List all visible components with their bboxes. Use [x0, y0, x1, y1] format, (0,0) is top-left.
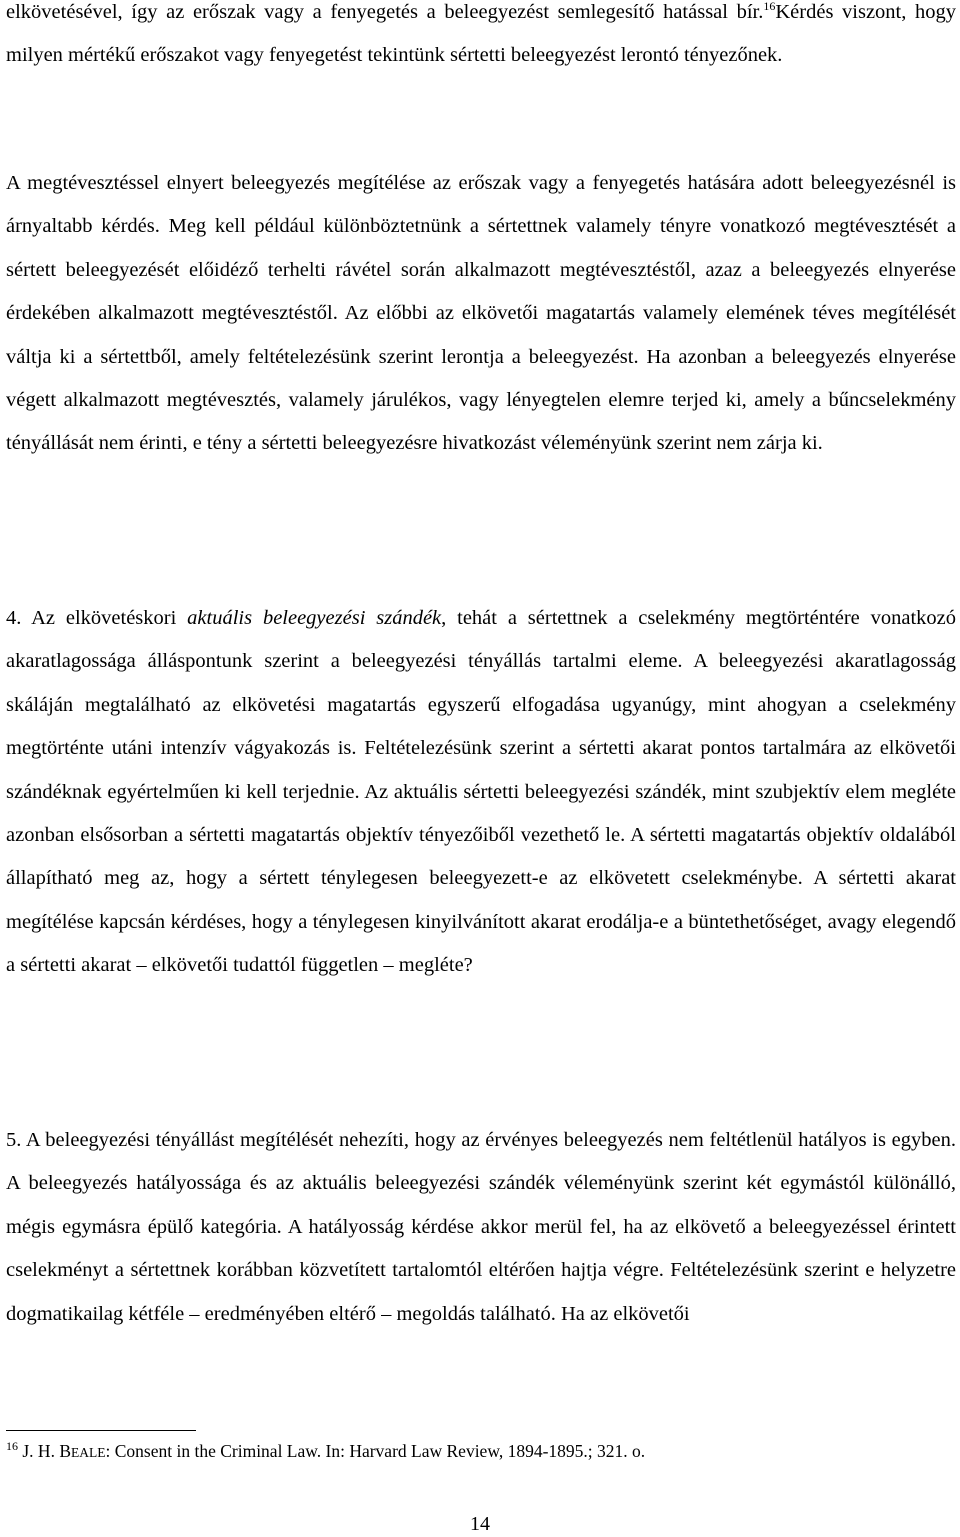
- footnote-separator: [6, 1430, 196, 1431]
- paragraph-3-rest: , tehát a sértettnek a cselekmény megtörténtére vonatkozó akaratlagossága álláspontunk szerint a beleegyezési tényállás tartalmi eleme. A beleegyezési akaratlagosság skáláján megtalálható az elkövetési magatartás egyszerű elfogadása ugyanúgy, mint ahogyan a cselekmény megtörténte utáni intenzív vágyakozás is. Feltételezésünk szerint a sértetti akarat pontos tartalmára az elkövetői szándéknak egyértelműen ki kell terjednie. Az aktuális sértetti beleegyezési szándék, mint szubjektív elem megléte azonban elsősorban a sértetti magatartás objektív tényezőiből vezethető le. A sértetti magatartás objektív oldalából állapítható meg az, hogy a sértett ténylegesen beleegyezett-e az elkövetett cselekménybe. A sértetti akarat megítélése kapcsán kérdéses, hogy a ténylegesen kinyilvánított akarat erodálja-e a büntethetőséget, avagy elegendő a sértetti akarat – elkövetői tudattól független – megléte?: [6, 607, 957, 977]
- footnote-author-rest: EALE: [71, 1445, 106, 1460]
- paragraph-3-lead: 4. Az elkövetéskori: [6, 607, 188, 629]
- footnote-number: 16: [6, 1439, 18, 1454]
- paragraph-4: 5. A beleegyezési tényállást megítélését nehezíti, hogy az érvényes beleegyezés nem feltétlenül hatályos is egyben. A beleegyezés hatályossága és az aktuális beleegyezési szándék véleményünk szerint két egymástól különálló, mégis egymásra épülő kategória. A hatályosság kérdése akkor merül fel, ha az elkövető a beleegyezéssel érintett cselekményt a sértettnek korábban közvetített tartalomtól eltérően hajtja végre. Feltételezésünk szerint e helyzetre dogmatikailag kétféle – eredményében eltérő – megoldás található. Ha az elkövetői: [6, 1129, 956, 1325]
- paragraph-2: A megtévesztéssel elnyert beleegyezés megítélése az erőszak vagy a fenyegetés hatására adott beleegyezésnél is árnyaltabb kérdés. Meg kell például különböztetnünk a sértettnek valamely tényre vonatkozó megtévesztését a sértett beleegyezését előidéző terhelti rávétel során alkalmazott megtévesztéstől, azaz a beleegyezés elnyerése érdekében alkalmazott megtévesztéstől. Az előbbi az elkövetői magatartás valamely elemének téves megítélését váltja ki a sértettből, amely feltételezésünk szerint lerontja a beleegyezést. Ha azonban a beleegyezés elnyerése végett alkalmazott megtévesztés, valamely járulékos, vagy lényegtelen elemre terjed ki, amely a bűncselekmény tényállását nem érinti, e tény a sértetti beleegyezésre hivatkozást véleményünk szerint nem zárja ki.: [6, 172, 956, 455]
- paragraph-3-emphasis: aktuális beleegyezési szándék: [187, 607, 442, 629]
- paragraph-3: [6, 597, 956, 988]
- paragraph-1-text-b: Kérdés viszont, hogy milyen mértékű erőszakot vagy fenyegetést tekintünk sértetti beleegyezést lerontó tényezőnek.: [6, 1, 956, 67]
- paragraph-1-text-a: elkövetésével, így az erőszak vagy a fenyegetés a beleegyezést semlegesítő hatással bír.: [6, 1, 764, 23]
- footnote-author-initials: J. H. B: [18, 1441, 71, 1461]
- paragraph-1: [6, 0, 956, 78]
- footnote: [6, 1440, 946, 1464]
- footnote-reference[interactable]: 16: [763, 0, 776, 14]
- footnote-text: : Consent in the Criminal Law. In: Harvard Law Review, 1894-1895.; 321. o.: [105, 1441, 646, 1461]
- page-number: 14: [470, 1513, 490, 1535]
